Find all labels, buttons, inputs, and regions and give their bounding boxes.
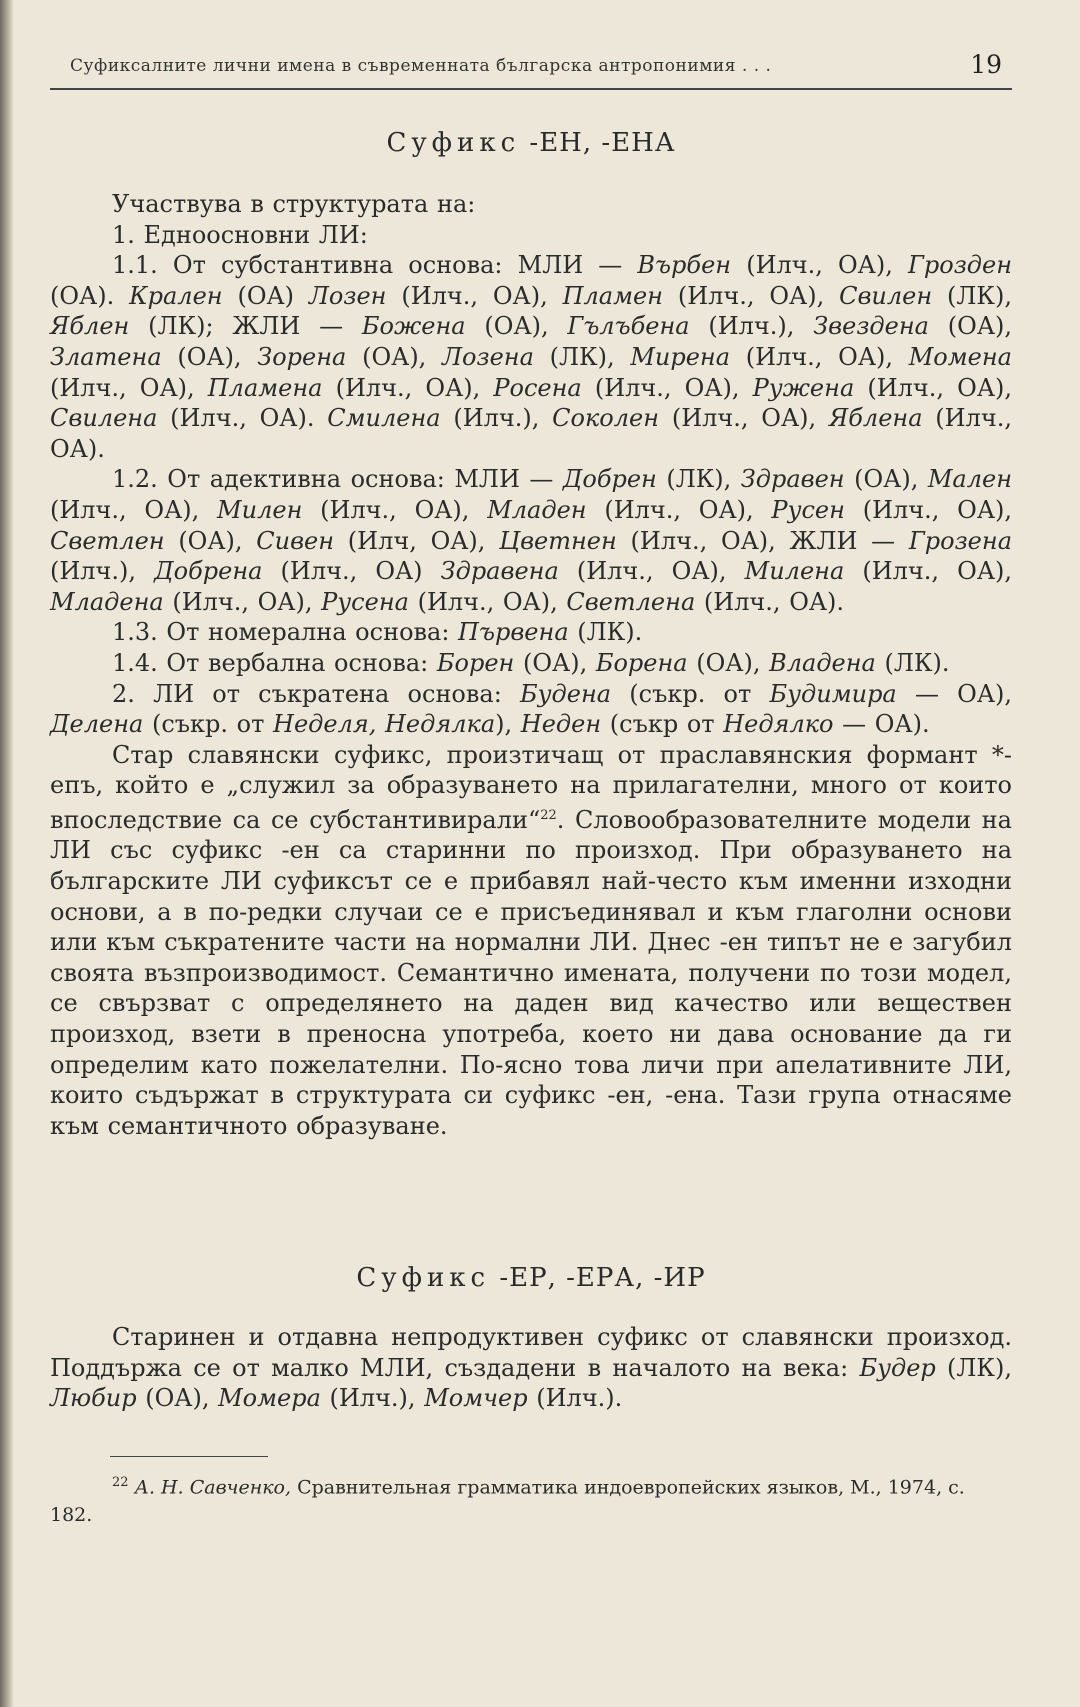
footnote-reference: 22 (540, 807, 557, 823)
section-heading-word: Суфикс (386, 128, 521, 158)
section-heading-en (50, 128, 1012, 158)
paragraph-item-1-2: 1.2. От адективна основа: МЛИ — Добрен (ЛК), Здравен (ОА), Мален (Илч., ОА), Милен (Илч., ОА), Младен (Илч., ОА), Русен (Илч., ОА), Светлен (ОА), Сивен (Илч, ОА), Цветнен (Илч., ОА), ЖЛИ — Грозена (Илч.), Добрена (Илч., ОА) Здравена (Илч., ОА), Милена (Илч., ОА), Младена (Илч., ОА), Русена (Илч., ОА), Светлена (Илч., ОА). (50, 465, 1013, 616)
paragraph-intro: Участвува в структурата на: (112, 190, 476, 218)
section-body-er (50, 1322, 1012, 1414)
footnote (50, 1469, 1012, 1529)
book-spine-shadow (0, 0, 14, 1707)
paragraph-item-1-1: 1.1. От субстантивна основа: МЛИ — Върбен (Илч., ОА), Грозден (ОА). Крален (ОА) Лозен (Илч., ОА), Пламен (Илч., ОА), Свилен (ЛК), Яблен (ЛК); ЖЛИ — Божена (ОА), Гълъбена (Илч.), Звездена (ОА), Златена (ОА), Зорена (ОА), Лозена (ЛК), Мирена (Илч., ОА), Момена (Илч., ОА), Пламена (Илч., ОА), Росена (Илч., ОА), Ружена (Илч., ОА), Свилена (Илч., ОА). Смилена (Илч.), Соколен (Илч., ОА), Яблена (Илч., ОА). (50, 251, 1012, 463)
paragraph-item-1-4: 1.4. От вербална основа: Борен (ОА), Борена (ОА), Владена (ЛК). (112, 648, 950, 677)
section-heading-er (50, 1263, 1012, 1293)
paragraph-item-1-3: 1.3. От номерална основа: Първена (ЛК). (112, 618, 643, 647)
running-head-title: Суфиксалните лични имена в съвременната българска антропонимия . . . (70, 56, 772, 76)
paragraph-discussion: Стар славянски суфикс, произтичащ от праславянския формант *-епъ, който е „служил за образуването на прилагателни, много от които впоследствие са се субстантивирали“$^{22}$. Словообразователните модели на ЛИ със суфикс -ен са старинни по произход. При образуването на българските ЛИ суфиксът се е прибавял най-често към именни изходни основи, а в по-редки случаи се е присъединявал и към глаголни основи или към съкратените части на нормални ЛИ. Днес -ен типът не е загубил своята възпроизводимост. Семантично имената, получени по този модел, се свързват с определянето на даден вид качество или веществен произход, взети в преносна употреба, което ни дава основание да ги определим като пожелателни. По-ясно това личи при апелативните ЛИ, които съдържат в структурата си суфикс -ен, -ена. Тази група отнасяме към семантичното образуване. (50, 740, 1012, 1140)
footnote-author: А. Н. Савченко, (134, 1476, 292, 1499)
footnote-divider (110, 1456, 268, 1457)
footnote-number: 22 (112, 1475, 129, 1490)
page-number: 19 (970, 50, 1002, 79)
section-heading-word: Суфикс (356, 1263, 491, 1293)
section-heading-suffix: -ЕР, -ЕРА, -ИР (499, 1263, 706, 1293)
paragraph-er: Старинен и отдавна непродуктивен суфикс от славянски произход. Поддържа се от малко МЛИ, създадени в началото на века: Будер (ЛК), Любир (ОА), Момера (Илч.), Момчер (Илч.). (50, 1323, 1012, 1413)
running-head (50, 48, 1012, 90)
section-body-en (50, 189, 1012, 1141)
paragraph-item-2: 2. ЛИ от съкратена основа: Будена (съкр. от Будимира — ОА), Делена (съкр. от Неделя, Недялка), Неден (съкр от Недялко — ОА). (50, 679, 1012, 739)
paragraph-item-1: 1. Едноосновни ЛИ: (112, 220, 368, 249)
section-heading-suffix: -ЕН, -ЕНА (529, 128, 676, 158)
footnote-text: $^{22}$ А. Н. Савченко, Сравнительная грамматика индоевропейских языков, М., 1974, с. 182. (50, 1475, 965, 1527)
